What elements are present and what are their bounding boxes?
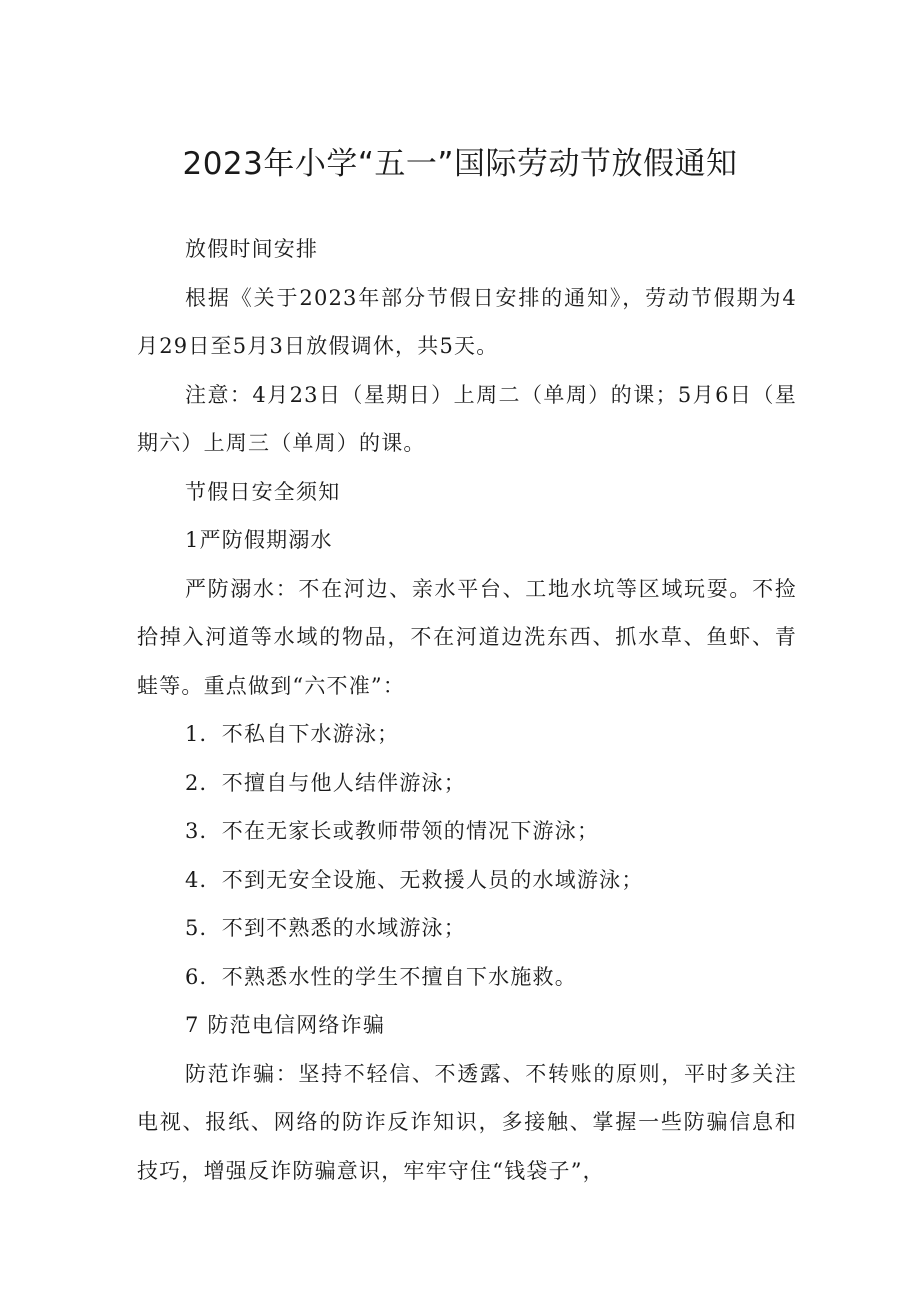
- list-item: 5．不到不熟悉的水域游泳；: [185, 916, 466, 940]
- section-heading-schedule: 放假时间安排: [185, 237, 319, 261]
- paragraph-fraud-prevention: 防范诈骗：坚持不轻信、不透露、不转账的原则，平时多关注电视、报纸、网络的防诈反诈知识，多接触、掌握一些防骗信息和技巧，增强反诈防骗意识，牢牢守住“钱袋子”，: [137, 1061, 797, 1183]
- section-heading-safety: 节假日安全须知: [185, 479, 341, 504]
- document-title: 2023年小学“五一”国际劳动节放假通知: [182, 146, 738, 182]
- subheading-fraud: 7 防范电信网络诈骗: [185, 1013, 386, 1037]
- list-item: 6．不熟悉水性的学生不擅自下水施救。: [185, 964, 577, 989]
- list-item: 2．不擅自与他人结伴游泳；: [185, 770, 466, 795]
- list-item: 3．不在无家长或教师带领的情况下游泳；: [185, 819, 600, 843]
- paragraph-drowning-prevention: 严防溺水：不在河边、亲水平台、工地水坑等区域玩耍。不捡拾掉入河道等水域的物品，不在河道边洗东西、抓水草、鱼虾、青蛙等。重点做到“六不准”：: [137, 576, 797, 698]
- paragraph-holiday-dates: 根据《关于2023年部分节假日安排的通知》，劳动节假期为4月29日至5月3日放假调休，共5天。: [137, 285, 797, 358]
- subheading-drowning: 1严防假期溺水: [185, 528, 333, 552]
- list-item: 1．不私自下水游泳；: [185, 722, 400, 746]
- list-item: 4．不到无安全设施、无救援人员的水域游泳；: [185, 867, 644, 892]
- document-body: [137, 225, 797, 1195]
- paragraph-makeup-classes: 注意：4月23日（星期日）上周二（单周）的课；5月6日（星期六）上周三（单周）的课。: [137, 382, 797, 455]
